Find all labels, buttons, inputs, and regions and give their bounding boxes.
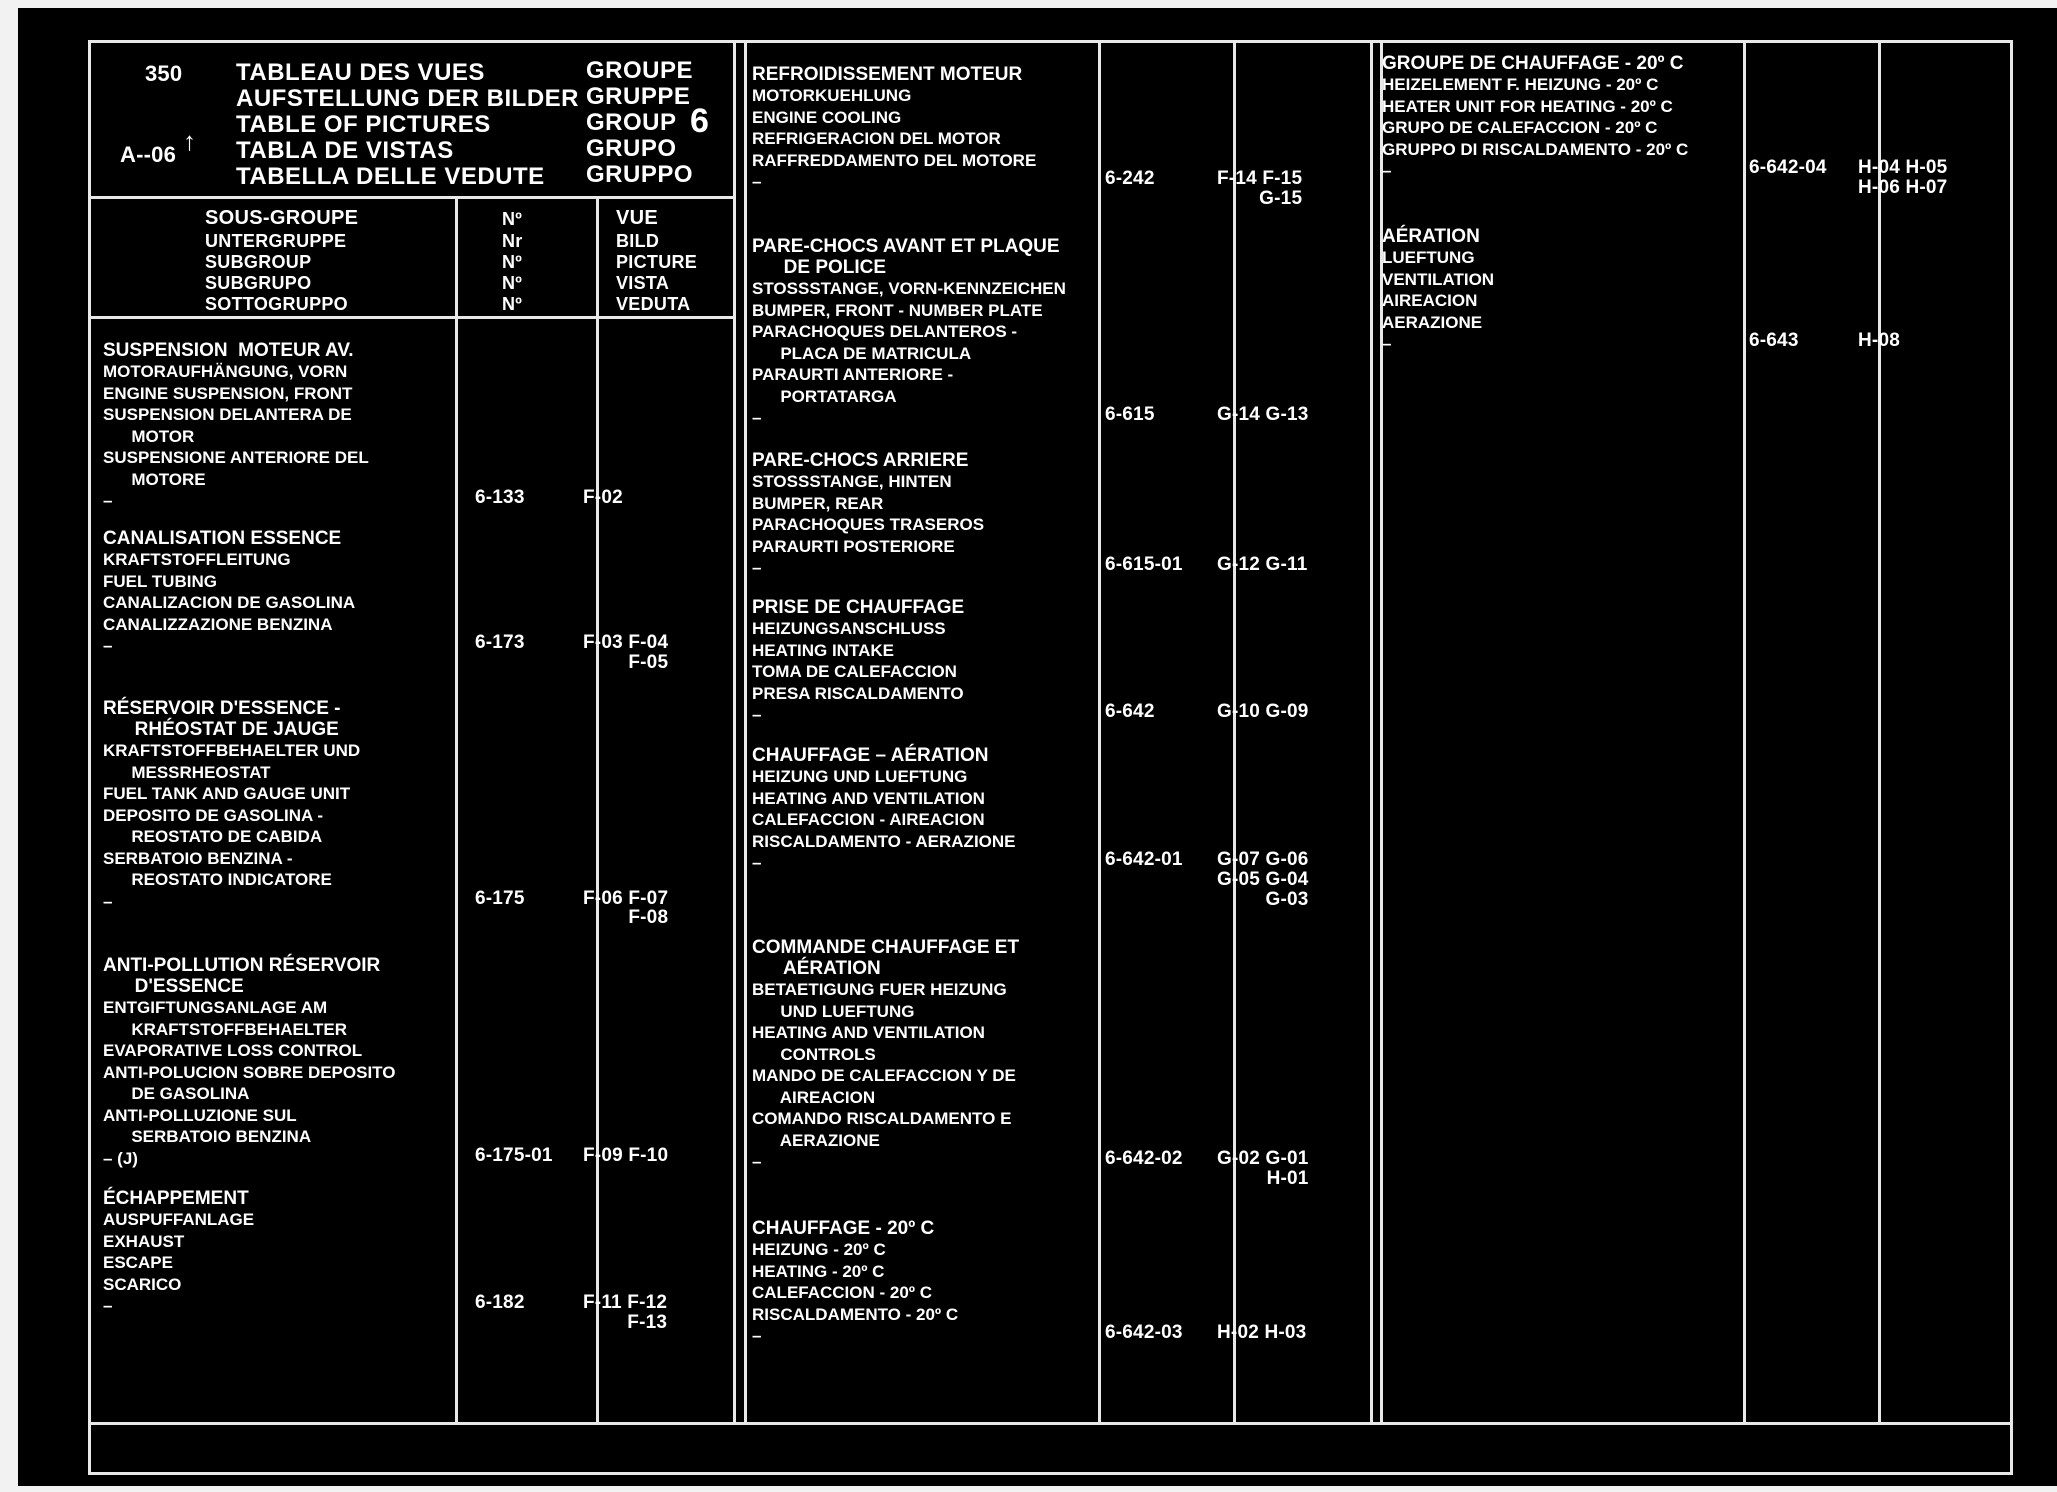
entry-dash: – xyxy=(103,891,113,911)
group-number: 6 xyxy=(690,102,709,140)
entry-title: GROUPE DE CHAUFFAGE - 20º C xyxy=(1382,53,1684,74)
entry-line: STOSSSTANGE, HINTEN xyxy=(752,472,952,491)
entry-line: MESSRHEOSTAT xyxy=(103,762,271,782)
entry-title: PARE-CHOCS ARRIERE xyxy=(752,450,969,471)
subgroup-entry xyxy=(752,1218,1122,1347)
entry-line: AERAZIONE xyxy=(1382,312,1483,332)
subgroup-entry xyxy=(752,64,1122,193)
entry-line: EVAPORATIVE LOSS CONTROL xyxy=(103,1041,363,1060)
film-edge-left xyxy=(0,0,18,1492)
entry-view: H-02 H-03 xyxy=(1217,1322,1307,1343)
entry-line: MANDO DE CALEFACCION Y DE xyxy=(752,1066,1016,1085)
entry-view: F-02 xyxy=(583,487,623,508)
entry-dash: – xyxy=(103,491,113,510)
entry-line: KRAFTSTOFFBEHAELTER xyxy=(103,1019,347,1039)
entry-line: FUEL TUBING xyxy=(103,571,217,591)
entry-title: COMMANDE CHAUFFAGE ET AÉRATION xyxy=(752,937,1020,979)
entry-number: 6-173 xyxy=(475,632,525,653)
entry-line: HEATING AND VENTILATION xyxy=(752,1023,985,1042)
number-header-de: Nr xyxy=(502,231,523,251)
entry-dash: – xyxy=(103,1296,113,1315)
entry-number: 6-175-01 xyxy=(475,1144,553,1166)
number-header-it: Nº xyxy=(502,294,523,314)
entry-line: PARAURTI POSTERIORE xyxy=(752,536,955,556)
entry-line: CONTROLS xyxy=(752,1044,876,1064)
subgroup-header-es: SUBGRUPO xyxy=(205,273,312,293)
entry-line: STOSSSTANGE, VORN-KENNZEICHEN xyxy=(752,279,1066,298)
entry-line: UND LUEFTUNG xyxy=(752,1001,915,1021)
col-divider-3 xyxy=(733,40,736,1425)
bottom-rule xyxy=(91,1422,2010,1425)
entry-line: MOTORKUEHLUNG xyxy=(752,86,912,105)
subgroup-entry xyxy=(103,698,473,912)
entry-line: AIREACION xyxy=(1382,291,1478,310)
film-edge-top xyxy=(0,0,2057,8)
entry-line: REOSTATO INDICATORE xyxy=(103,870,332,889)
entry-line: GRUPO DE CALEFACCION - 20º C xyxy=(1382,118,1658,137)
entry-number: 6-175 xyxy=(475,887,525,909)
code-arrow-icon: ↑ xyxy=(183,126,197,156)
entry-view: F-14 F-15 G-15 xyxy=(1217,168,1303,209)
title-de: AUFSTELLUNG DER BILDER xyxy=(236,85,579,112)
entry-number: 6-642-01 xyxy=(1105,849,1183,870)
view-header-fr: VUE xyxy=(616,207,659,229)
col-divider-8 xyxy=(1878,40,1881,1425)
subgroup-entry xyxy=(1382,226,1752,355)
col-divider-5 xyxy=(1233,40,1236,1425)
entry-line: CANALIZZAZIONE BENZINA xyxy=(103,614,333,634)
entry-dash: – xyxy=(752,853,762,872)
entry-number: 6-133 xyxy=(475,487,525,508)
entry-view: G-14 G-13 xyxy=(1217,404,1309,425)
entry-line: ESCAPE xyxy=(103,1253,173,1272)
entry-line: SCARICO xyxy=(103,1274,182,1294)
entry-dash: – xyxy=(752,558,762,577)
entry-line: AIREACION xyxy=(752,1087,876,1107)
entry-title: CHAUFFAGE – AÉRATION xyxy=(752,745,989,766)
subgroup-header-de: UNTERGRUPPE xyxy=(205,231,347,251)
entry-line: HEIZUNG UND LUEFTUNG xyxy=(752,767,968,786)
entry-title: ÉCHAPPEMENT xyxy=(103,1188,249,1209)
entry-line: PORTATARGA xyxy=(752,386,897,406)
entry-line: ENGINE COOLING xyxy=(752,107,902,127)
entry-line: CALEFACCION - 20º C xyxy=(752,1283,933,1302)
entry-line: MOTORE xyxy=(103,469,206,489)
entry-line: AUSPUFFANLAGE xyxy=(103,1210,255,1229)
title-en: TABLE OF PICTURES xyxy=(236,111,491,138)
entry-line: RAFFREDDAMENTO DEL MOTORE xyxy=(752,150,1037,170)
entry-title: RÉSERVOIR D'ESSENCE - RHÉOSTAT DE JAUGE xyxy=(103,698,341,740)
colheader-rule xyxy=(91,316,734,319)
entry-dash: – xyxy=(1382,334,1392,353)
entry-line: AERAZIONE xyxy=(752,1130,880,1150)
entry-line: HEATING AND VENTILATION xyxy=(752,788,985,808)
entry-title: PARE-CHOCS AVANT ET PLAQUE DE POLICE xyxy=(752,236,1060,278)
group-label-de: GRUPPE xyxy=(586,83,691,110)
film-edge-bottom xyxy=(0,1486,2057,1492)
entry-line: MOTOR xyxy=(103,426,195,446)
entry-line: MOTORAUFHÄNGUNG, VORN xyxy=(103,362,348,381)
entry-dash: – xyxy=(1382,161,1392,180)
entry-line: RISCALDAMENTO - AERAZIONE xyxy=(752,831,1016,851)
group-label-en: GROUP xyxy=(586,109,677,136)
number-header-en: Nº xyxy=(502,252,523,272)
subgroup-entry xyxy=(103,340,473,512)
entry-title: CHAUFFAGE - 20º C xyxy=(752,1218,935,1239)
subgroup-header-en: SUBGROUP xyxy=(205,252,312,272)
subgroup-entry xyxy=(752,745,1122,874)
view-header-en: PICTURE xyxy=(616,252,698,272)
entry-line: TOMA DE CALEFACCION xyxy=(752,662,957,681)
entry-line: VENTILATION xyxy=(1382,269,1495,289)
entry-number: 6-643 xyxy=(1749,330,1799,351)
entry-view: G-02 G-01 H-01 xyxy=(1217,1148,1309,1189)
entry-line: SERBATOIO BENZINA xyxy=(103,1127,312,1146)
entry-number: 6-615 xyxy=(1105,404,1155,425)
entry-line: RISCALDAMENTO - 20º C xyxy=(752,1304,959,1324)
entry-line: HEIZUNG - 20º C xyxy=(752,1240,886,1259)
entry-line: REFRIGERACION DEL MOTOR xyxy=(752,129,1001,148)
entry-dash: – xyxy=(752,1152,762,1171)
entry-line: ANTI-POLUCION SOBRE DEPOSITO xyxy=(103,1062,396,1082)
subgroup-header-fr: SOUS-GROUPE xyxy=(205,207,359,229)
entry-number: 6-182 xyxy=(475,1292,525,1313)
entry-dash: – (J) xyxy=(103,1148,138,1168)
subgroup-entry xyxy=(752,937,1122,1173)
entry-line: HEATING INTAKE xyxy=(752,640,894,660)
title-fr: TABLEAU DES VUES xyxy=(236,59,485,86)
entry-line: CANALIZACION DE GASOLINA xyxy=(103,593,356,612)
entry-line: BUMPER, REAR xyxy=(752,493,884,513)
entry-line: FUEL TANK AND GAUGE UNIT xyxy=(103,784,351,803)
entry-title: SUSPENSION MOTEUR AV. xyxy=(103,340,354,361)
subgroup-entry xyxy=(752,450,1122,579)
entry-dash: – xyxy=(103,636,113,655)
entry-line: ENTGIFTUNGSANLAGE AM xyxy=(103,998,328,1017)
entry-line: PLACA DE MATRICULA xyxy=(752,343,972,363)
entry-line: EXHAUST xyxy=(103,1231,185,1251)
number-header-es: Nº xyxy=(502,273,523,293)
entry-line: DE GASOLINA xyxy=(103,1084,250,1103)
entry-line: SERBATOIO BENZINA - xyxy=(103,848,293,868)
entry-dash: – xyxy=(752,705,762,724)
entry-view: H-04 H-05 H-06 H-07 xyxy=(1858,157,1948,198)
title-es: TABLA DE VISTAS xyxy=(236,137,454,164)
entry-line: BETAETIGUNG FUER HEIZUNG xyxy=(752,980,1007,999)
number-header-fr: Nº xyxy=(502,209,523,229)
entry-title: REFROIDISSEMENT MOTEUR xyxy=(752,64,1023,85)
entry-number: 6-642-04 xyxy=(1749,157,1827,178)
group-label-fr: GROUPE xyxy=(586,57,694,84)
entry-view: F-11 F-12 F-13 xyxy=(583,1292,668,1333)
entry-dash: – xyxy=(752,408,762,427)
col-divider-3b xyxy=(744,40,747,1425)
subgroup-entry xyxy=(103,528,473,657)
entry-line: SUSPENSION DELANTERA DE xyxy=(103,405,352,424)
entry-line: SUSPENSIONE ANTERIORE DEL xyxy=(103,448,369,467)
entry-dash: – xyxy=(752,1326,762,1345)
entry-line: PRESA RISCALDAMENTO xyxy=(752,683,964,703)
entry-title: CANALISATION ESSENCE xyxy=(103,528,342,549)
page-number: 350 xyxy=(145,61,183,86)
entry-line: LUEFTUNG xyxy=(1382,248,1475,267)
entry-line: DEPOSITO DE GASOLINA - xyxy=(103,805,324,825)
subgroup-entry xyxy=(752,597,1122,726)
entry-dash: – xyxy=(752,172,762,191)
entry-number: 6-642-02 xyxy=(1105,1148,1183,1169)
entry-line: KRAFTSTOFFBEHAELTER UND xyxy=(103,741,361,760)
group-label-it: GRUPPO xyxy=(586,161,694,188)
entry-line: GRUPPO DI RISCALDAMENTO - 20º C xyxy=(1382,139,1689,159)
entry-line: BUMPER, FRONT - NUMBER PLATE xyxy=(752,300,1043,320)
entry-title: ANTI-POLLUTION RÉSERVOIR D'ESSENCE xyxy=(103,955,381,997)
group-label-es: GRUPO xyxy=(586,135,677,162)
entry-view: F-03 F-04 F-05 xyxy=(583,632,669,673)
entry-line: ANTI-POLLUZIONE SUL xyxy=(103,1105,297,1125)
entry-view: F-06 F-07 F-08 xyxy=(583,887,669,929)
subgroup-entry xyxy=(103,1188,473,1317)
entry-view: G-12 G-11 xyxy=(1217,554,1308,575)
entry-line: COMANDO RISCALDAMENTO E xyxy=(752,1109,1012,1128)
entry-number: 6-642 xyxy=(1105,701,1155,722)
subgroup-entry xyxy=(752,236,1122,429)
entry-line: REOSTATO DE CABIDA xyxy=(103,827,323,846)
code-label: A--06 xyxy=(120,142,177,167)
entry-line: PARACHOQUES TRASEROS xyxy=(752,515,985,534)
col-divider-2 xyxy=(596,196,599,1425)
subgroup-header-it: SOTTOGRUPPO xyxy=(205,294,348,314)
title-it: TABELLA DELLE VEDUTE xyxy=(236,163,545,190)
view-header-de: BILD xyxy=(616,231,660,251)
entry-view: F-09 F-10 xyxy=(583,1144,669,1166)
entry-line: PARACHOQUES DELANTEROS - xyxy=(752,322,1018,341)
header-rule xyxy=(91,196,734,199)
entry-line: HEATING - 20º C xyxy=(752,1261,885,1281)
view-header-it: VEDUTA xyxy=(616,294,691,314)
entry-line: PARAURTI ANTERIORE - xyxy=(752,365,954,384)
entry-number: 6-615-01 xyxy=(1105,554,1183,575)
subgroup-entry xyxy=(103,955,473,1169)
entry-line: CALEFACCION - AIREACION xyxy=(752,810,985,829)
view-header-es: VISTA xyxy=(616,273,670,293)
entry-line: KRAFTSTOFFLEITUNG xyxy=(103,550,291,569)
entry-line: ENGINE SUSPENSION, FRONT xyxy=(103,383,353,403)
entry-line: HEIZUNGSANSCHLUSS xyxy=(752,619,946,638)
entry-line: HEATER UNIT FOR HEATING - 20º C xyxy=(1382,96,1673,116)
entry-view: H-08 xyxy=(1858,330,1900,351)
entry-number: 6-642-03 xyxy=(1105,1322,1183,1343)
entry-view: G-10 G-09 xyxy=(1217,701,1309,722)
entry-title: PRISE DE CHAUFFAGE xyxy=(752,597,965,618)
entry-number: 6-242 xyxy=(1105,168,1155,189)
col-divider-6 xyxy=(1370,40,1373,1425)
entry-line: HEIZELEMENT F. HEIZUNG - 20º C xyxy=(1382,75,1659,94)
entry-view: G-07 G-06 G-05 G-04 G-03 xyxy=(1217,849,1309,910)
subgroup-entry xyxy=(1382,53,1752,182)
entry-title: AÉRATION xyxy=(1382,226,1480,247)
